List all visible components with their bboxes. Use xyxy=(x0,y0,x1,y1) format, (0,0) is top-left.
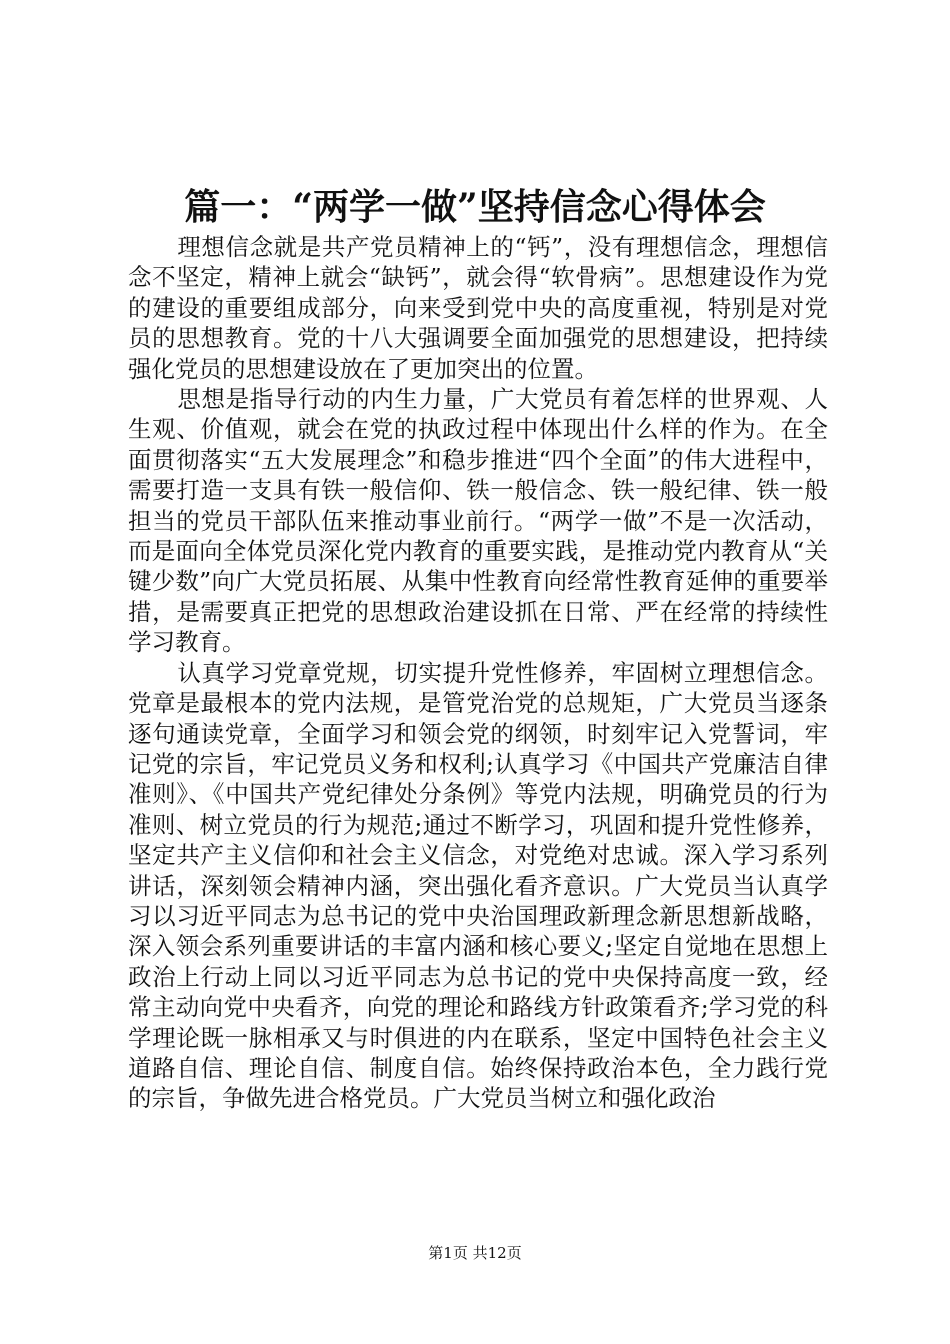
paragraph-2: 思想是指导行动的内生力量，广大党员有着怎样的世界观、人生观、价值观，就会在党的执政过程中体现出什么样的作为。在全面贯彻落实“五大发展理念”和稳步推进“四个全面”的伟大进程中，需要打造一支具有铁一般信仰、铁一般信念、铁一般纪律、铁一般担当的党员干部队伍来推动事业前行。“两学一做”不是一次活动，而是面向全体党员深化党内教育的重要实践，是推动党内教育从“关键少数”向广大党员拓展、从集中性教育向经常性教育延伸的重要举措，是需要真正把党的思想政治建设抓在日常、严在经常的持续性学习教育。 xyxy=(128,385,828,657)
page-footer: 第1页 共12页 xyxy=(428,1244,522,1262)
document-body xyxy=(128,232,828,1114)
document-title: 篇一：“两学一做”坚持信念心得体会 xyxy=(184,186,766,228)
paragraph-1: 理想信念就是共产党员精神上的“钙”，没有理想信念，理想信念不坚定，精神上就会“缺钙”，就会得“软骨病”。思想建设作为党的建设的重要组成部分，向来受到党中央的高度重视，特别是对党员的思想教育。党的十八大强调要全面加强党的思想建设，把持续强化党员的思想建设放在了更加突出的位置。 xyxy=(128,233,828,383)
paragraph-3: 认真学习党章党规，切实提升党性修养，牢固树立理想信念。党章是最根本的党内法规，是管党治党的总规矩，广大党员当逐条逐句通读党章，全面学习和领会党的纲领，时刻牢记入党誓词，牢记党的宗旨，牢记党员义务和权利;认真学习《中国共产党廉洁自律准则》、《中国共产党纪律处分条例》等党内法规，明确党员的行为准则、树立党员的行为规范;通过不断学习，巩固和提升党性修养，坚定共产主义信仰和社会主义信念，对党绝对忠诚。深入学习系列讲话，深刻领会精神内涵，突出强化看齐意识。广大党员当认真学习以习近平同志为总书记的党中央治国理政新理念新思想新战略，深入领会系列重要讲话的丰富内涵和核心要义;坚定自觉地在思想上政治上行动上同以习近平同志为总书记的党中央保持高度一致，经常主动向党中央看齐，向党的理论和路线方针政策看齐;学习党的科学理论既一脉相承又与时俱进的内在联系，坚定中国特色社会主义道路自信、理论自信、制度自信。始终保持政治本色，全力践行党的宗旨，争做先进合格党员。广大党员当树立和强化政治 xyxy=(128,658,828,1113)
